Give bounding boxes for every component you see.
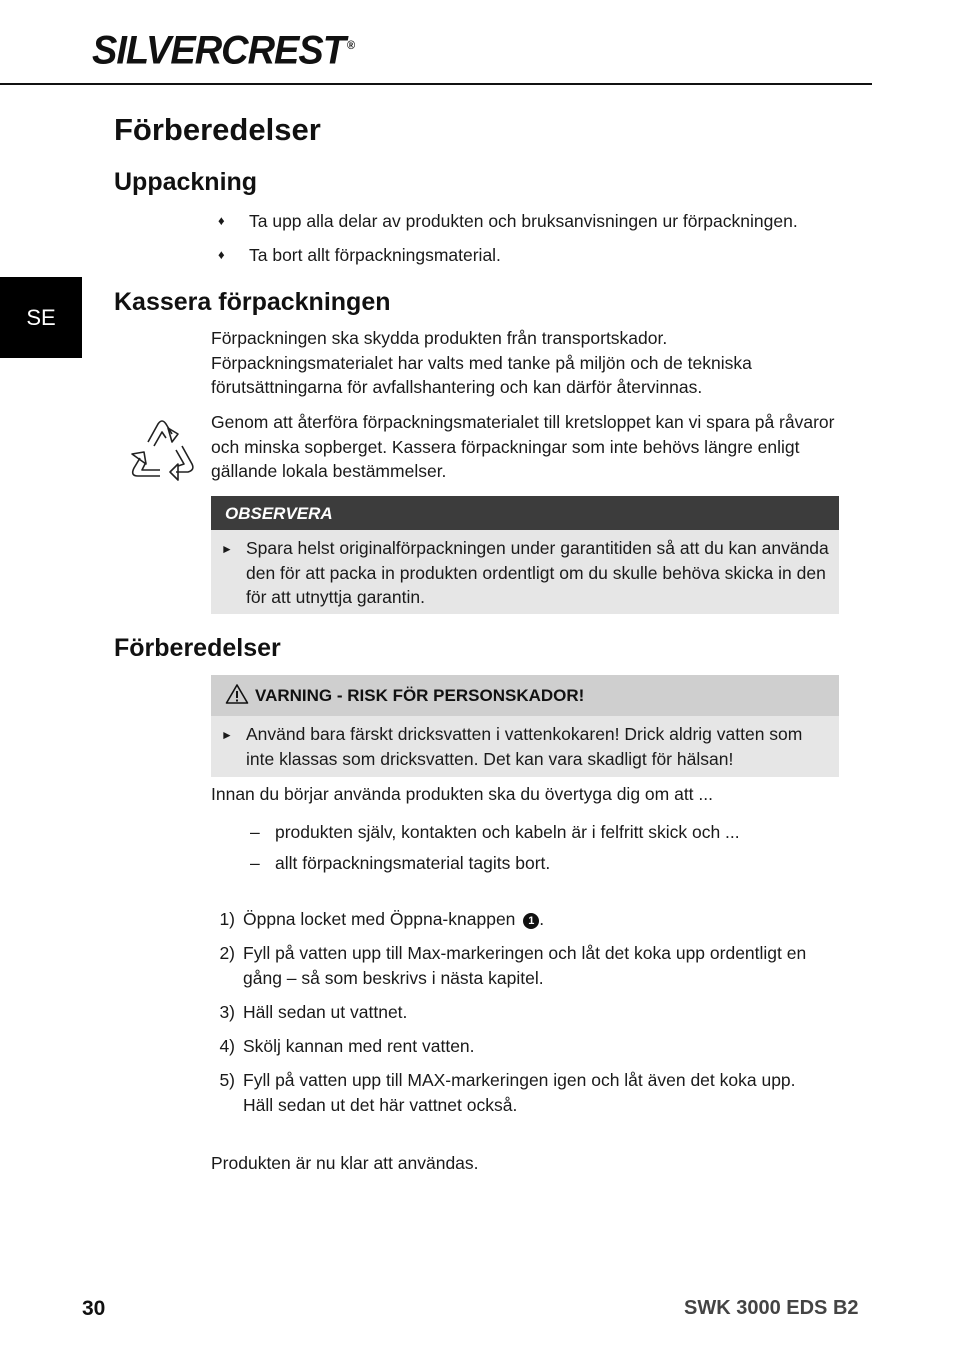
preparation-intro: Innan du börjar använda produkten ska du övertyga dig om att ... bbox=[211, 784, 713, 804]
dash-bullet: – bbox=[250, 853, 260, 873]
disposal-paragraph: Genom att återföra förpackningsmaterialet till kretsloppet kan vi spara på råvaror och minska sopberget. Kassera förpackningar som inte behövs längre enligt gällande lokala bestämmelser. bbox=[211, 412, 835, 481]
registered-mark: ® bbox=[346, 39, 355, 53]
header-divider bbox=[0, 83, 872, 85]
list-item-text: produkten själv, kontakten och kabeln är i felfritt skick och ... bbox=[275, 822, 740, 842]
closing-text: Produkten är nu klar att användas. bbox=[211, 1153, 479, 1173]
section-heading-preparation: Förberedelser bbox=[114, 634, 281, 662]
step-number: 1) bbox=[219, 909, 235, 929]
diamond-bullet-icon: ♦ bbox=[218, 247, 225, 262]
language-tab: SE bbox=[0, 277, 82, 358]
step-number: 2) bbox=[219, 943, 235, 963]
warning-triangle-icon bbox=[225, 683, 249, 705]
step-text: Fyll på vatten upp till MAX-markeringen igen och låt även det koka upp. Häll sedan ut det här vattnet också. bbox=[243, 1070, 796, 1115]
warning-heading-text: VARNING - RISK FÖR PERSONSKADOR! bbox=[255, 685, 585, 705]
page-title: Förberedelser bbox=[114, 112, 321, 147]
step-text: Skölj kannan med rent vatten. bbox=[243, 1036, 475, 1056]
arrow-right-icon: ► bbox=[221, 542, 233, 556]
step-text: Häll sedan ut vattnet. bbox=[243, 1002, 408, 1022]
warning-box bbox=[211, 675, 839, 777]
step-text: Öppna locket med Öppna-knappen 1 . bbox=[243, 909, 545, 929]
step-number: 4) bbox=[219, 1036, 235, 1056]
part-reference-badge: 1 bbox=[523, 913, 539, 929]
note-box-body bbox=[211, 530, 839, 614]
note-box-heading: OBSERVERA bbox=[211, 496, 839, 530]
step-text: Fyll på vatten upp till Max-markeringen och låt det koka upp ordentligt en gång – så som beskrivs i nästa kapitel. bbox=[243, 943, 807, 988]
section-heading-unpacking: Uppackning bbox=[114, 168, 258, 196]
arrow-right-icon: ► bbox=[221, 728, 233, 742]
page-number: 30 bbox=[82, 1297, 106, 1320]
list-item-text: allt förpackningsmaterial tagits bort. bbox=[275, 853, 551, 873]
brand-logo bbox=[92, 29, 354, 74]
warning-box-body bbox=[211, 716, 839, 777]
warning-box-heading bbox=[211, 675, 839, 716]
note-box bbox=[211, 496, 839, 614]
list-item-text: Ta upp alla delar av produkten och bruksanvisningen ur förpackningen. bbox=[249, 211, 798, 231]
dash-bullet: – bbox=[250, 822, 260, 842]
brand-name: SILVERCREST bbox=[92, 28, 345, 74]
list-item-text: Ta bort allt förpackningsmaterial. bbox=[249, 245, 501, 265]
model-number: SWK 3000 EDS B2 bbox=[684, 1297, 859, 1319]
section-heading-disposal: Kassera förpackningen bbox=[114, 288, 391, 316]
step-number: 3) bbox=[219, 1002, 235, 1022]
diamond-bullet-icon: ♦ bbox=[218, 213, 225, 228]
disposal-paragraph: Förpackningen ska skydda produkten från transportskador. Förpackningsmaterialet har valts med tanke på miljön och de tekniska förutsättningarna för avfallshantering och kan därför återvinnas. bbox=[211, 328, 752, 397]
warning-text: Använd bara färskt dricksvatten i vattenkokaren! Drick aldrig vatten som inte klassas som dricksvatten. Det kan vara skadligt för hälsan! bbox=[246, 724, 803, 769]
note-box-text: Spara helst originalförpackningen under garantitiden så att du kan använda den för att packa in produkten ordentligt om du skulle behöva skicka in den för att utnyttja garantin. bbox=[246, 538, 829, 607]
recycle-icon bbox=[120, 412, 204, 490]
step-number: 5) bbox=[219, 1070, 235, 1090]
